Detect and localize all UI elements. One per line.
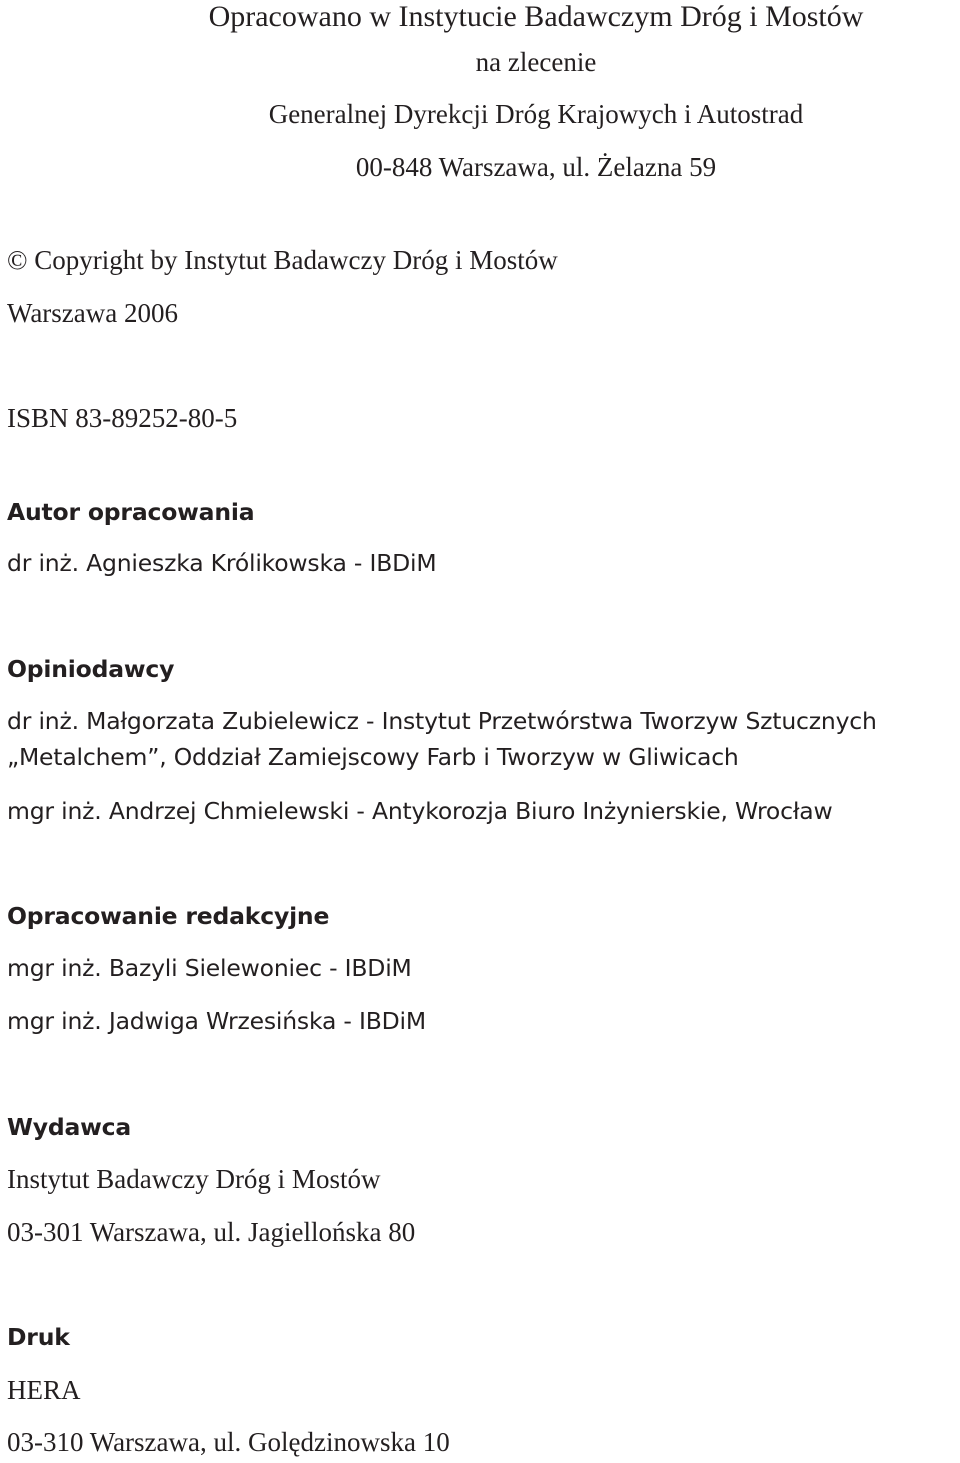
copyright-notice: © Copyright by Instytut Badawczy Dróg i Mostów — [7, 245, 558, 275]
printer-name: HERA — [7, 1375, 81, 1405]
editor-1: mgr inż. Bazyli Sielewoniec - IBDiM — [7, 954, 412, 982]
client-name: Generalnej Dyrekcji Dróg Krajowych i Autostrad — [268, 99, 804, 129]
printer-address: 03-310 Warszawa, ul. Golędzinowska 10 — [7, 1427, 450, 1457]
isbn-number: ISBN 83-89252-80-5 — [7, 403, 238, 433]
print-heading: Druk — [7, 1323, 70, 1351]
publisher-address: 03-301 Warszawa, ul. Jagiellońska 80 — [7, 1217, 416, 1247]
copyright-place-year: Warszawa 2006 — [7, 298, 179, 328]
editorial-heading: Opracowanie redakcyjne — [7, 902, 330, 930]
commission-note: na zlecenie — [475, 47, 597, 77]
publisher-heading: Wydawca — [7, 1113, 132, 1141]
commissioned-by-line: Opracowano w Instytucie Badawczym Dróg i Mostów — [208, 0, 864, 33]
publisher-name: Instytut Badawczy Dróg i Mostów — [7, 1164, 381, 1194]
reviewer-1-line-2: „Metalchem”, Oddział Zamiejscowy Farb i Tworzyw w Gliwicach — [7, 743, 739, 771]
reviewer-1-line-1: dr inż. Małgorzata Zubielewicz - Instytut Przetwórstwa Tworzyw Sztucznych — [7, 707, 877, 735]
author-name: dr inż. Agnieszka Królikowska - IBDiM — [7, 549, 437, 577]
reviewers-heading: Opiniodawcy — [7, 655, 175, 683]
client-address: 00-848 Warszawa, ul. Żelazna 59 — [355, 152, 717, 182]
reviewer-2: mgr inż. Andrzej Chmielewski - Antykorozja Biuro Inżynierskie, Wrocław — [7, 797, 833, 825]
author-heading: Autor opracowania — [7, 498, 255, 526]
editor-2: mgr inż. Jadwiga Wrzesińska - IBDiM — [7, 1007, 426, 1035]
